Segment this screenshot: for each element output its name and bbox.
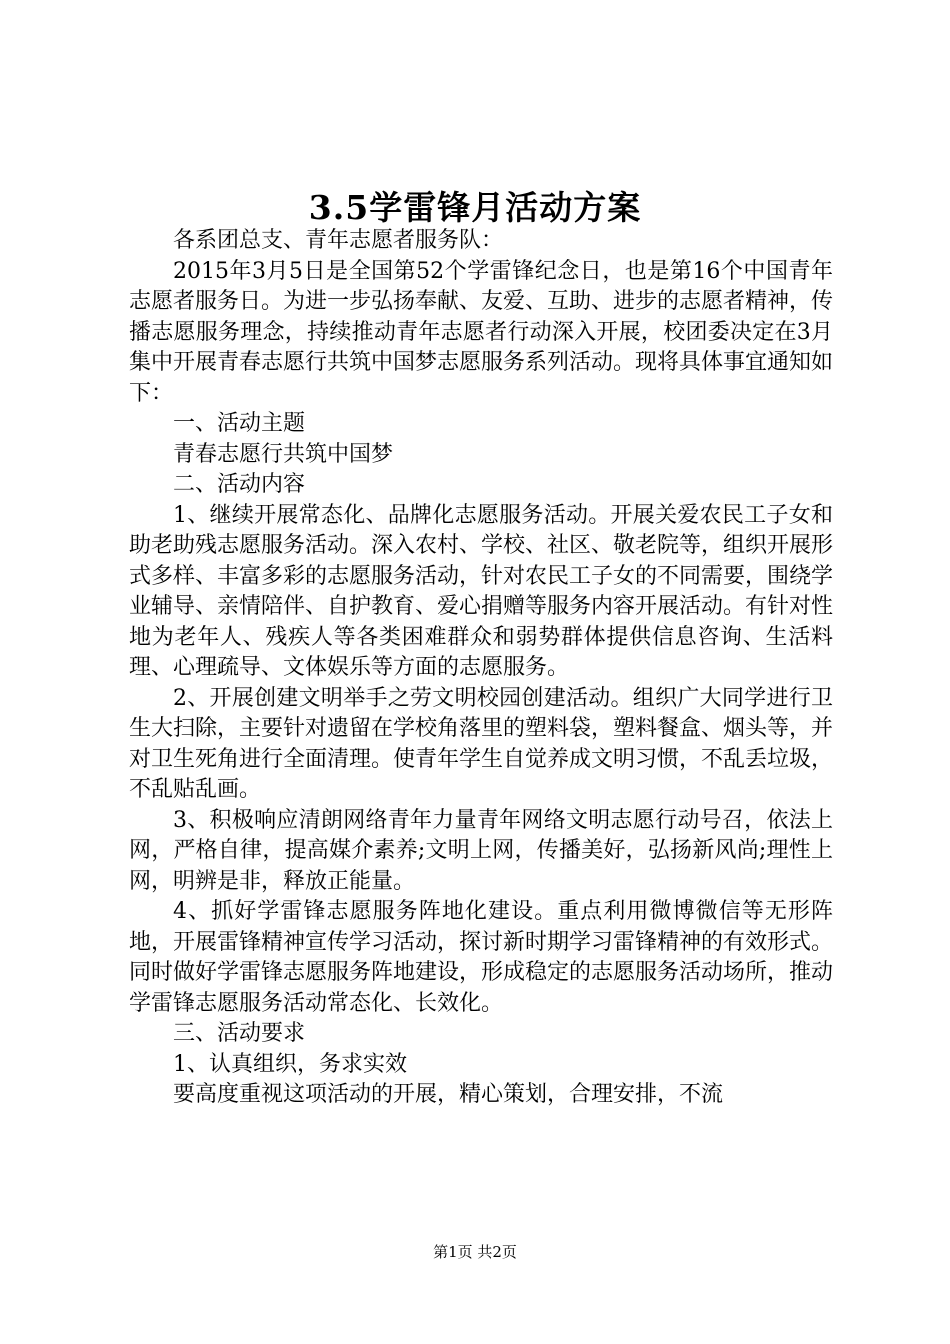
heading-activity-content: 二、活动内容 bbox=[173, 472, 306, 497]
paragraph-content-3: 3、积极响应清朗网络青年力量青年网络文明志愿行动号召，依法上网，严格自律，提高媒介素养;文明上网，传播美好，弘扬新风尚;理性上网，明辨是非，释放正能量。 bbox=[129, 807, 833, 894]
document-body bbox=[129, 226, 833, 1111]
heading-activity-theme: 一、活动主题 bbox=[173, 411, 306, 436]
paragraph-content-2: 2、开展创建文明举手之劳文明校园创建活动。组织广大同学进行卫生大扫除，主要针对遗留在学校角落里的塑料袋，塑料餐盒、烟头等，并对卫生死角进行全面清理。使青年学生自觉养成文明习惯，不乱丢垃圾，不乱贴乱画。 bbox=[129, 685, 834, 802]
paragraph-salutation: 各系团总支、青年志愿者服务队： bbox=[173, 228, 504, 253]
subheading-requirement-1: 1、认真组织，务求实效 bbox=[173, 1051, 407, 1077]
paragraph-content-1: 1、继续开展常态化、品牌化志愿服务活动。开展关爱农民工子女和助老助残志愿服务活动。深入农村、学校、社区、敬老院等，组织开展形式多样、丰富多彩的志愿服务活动，针对农民工子女的不同需要，围绕学业辅导、亲情陪伴、自护教育、爱心捐赠等服务内容开展活动。有针对性地为老年人、残疾人等各类困难群众和弱势群体提供信息咨询、生活料理、心理疏导、文体娱乐等方面的志愿服务。 bbox=[129, 502, 834, 680]
paragraph-content-4: 4、抓好学雷锋志愿服务阵地化建设。重点利用微博微信等无形阵地，开展雷锋精神宣传学习活动，探讨新时期学习雷锋精神的有效形式。同时做好学雷锋志愿服务阵地建设，形成稳定的志愿服务活动场所，推动学雷锋志愿服务活动常态化、长效化。 bbox=[129, 899, 834, 1016]
paragraph-requirement-1: 要高度重视这项活动的开展，精心策划，合理安排，不流 bbox=[173, 1082, 724, 1107]
heading-activity-requirements: 三、活动要求 bbox=[173, 1021, 306, 1046]
paragraph-theme: 青春志愿行共筑中国梦 bbox=[173, 441, 394, 467]
page-number-footer: 第1页 共2页 bbox=[433, 1243, 517, 1261]
paragraph-intro: 2015年3月5日是全国第52个学雷锋纪念日，也是第16个中国青年志愿者服务日。为进一步弘扬奉献、友爱、互助、进步的志愿者精神，传播志愿服务理念，持续推动青年志愿者行动深入开展，校团委决定在3月集中开展青春志愿行共筑中国梦志愿服务系列活动。现将具体事宜通知如下： bbox=[129, 258, 834, 406]
document-title: 3.5学雷锋月活动方案 bbox=[308, 188, 642, 227]
